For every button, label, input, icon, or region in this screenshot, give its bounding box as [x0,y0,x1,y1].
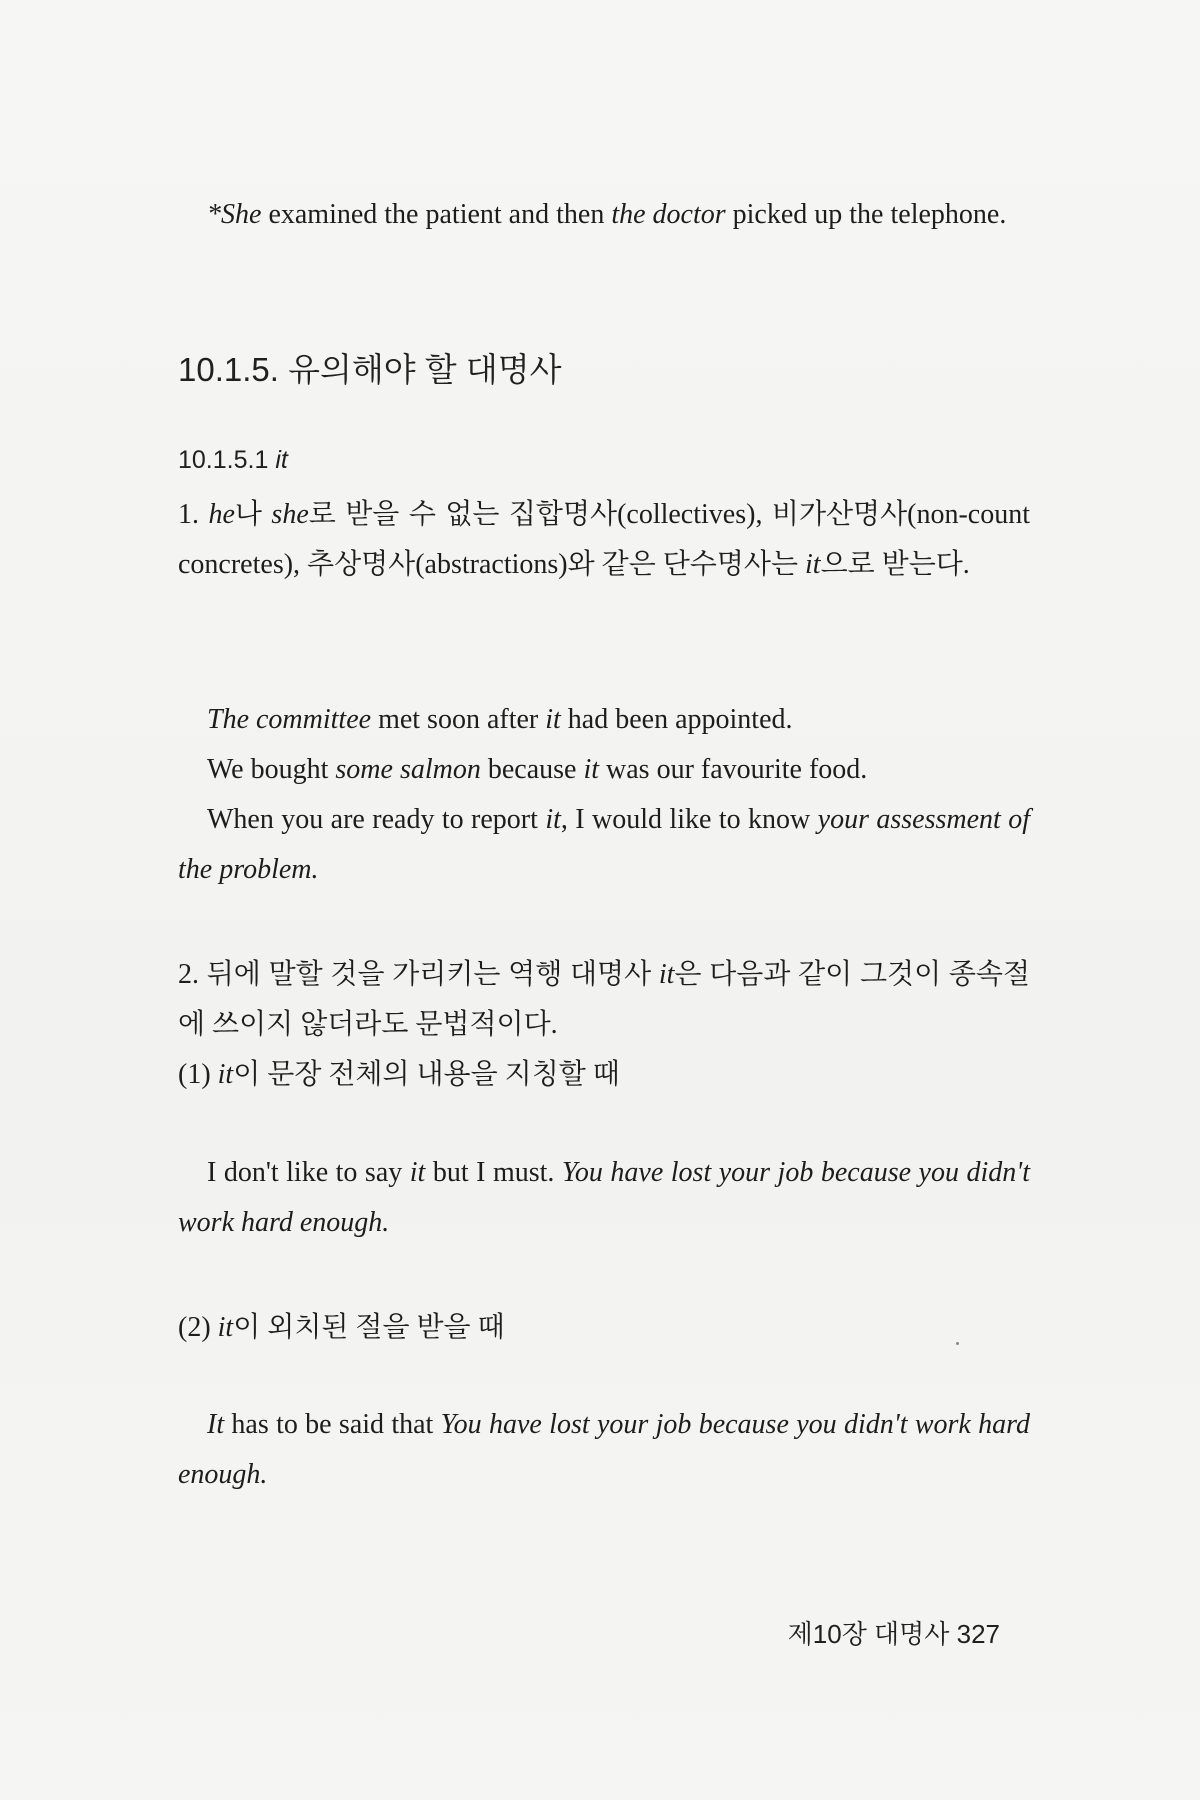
subsection-heading: 10.1.5.1 it [178,446,288,474]
rule-1-paragraph: 1. he나 she로 받을 수 없는 집합명사(collectives), 비가산명사(non-count concretes), 추상명사(abstractions)와 같은 단수명사는 it으로 받는다. [178,499,1030,580]
example-has-to-be-said: It has to be said that You have lost your job because you didn't work hard enough. [178,1409,1030,1490]
section-heading: 10.1.5. 유의해야 할 대명사 [178,351,562,388]
example-committee: The committee met soon after it had been appointed. [207,704,793,735]
speck-mark [956,1342,959,1345]
example-paragraph-she: *She examined the patient and then the doctor picked up the telephone. [207,199,1007,230]
rule-2-paragraph: 2. 뒤에 말할 것을 가리키는 역행 대명사 it은 다음과 같이 그것이 종속절에 쓰이지 않더라도 문법적이다. [178,959,1031,1040]
case-2-heading: (2) it이 외치된 절을 받을 때 [178,1312,505,1343]
example-report: When you are ready to report it, I would like to know your assessment of the problem. [178,804,1031,885]
case-1-heading: (1) it이 문장 전체의 내용을 지칭할 때 [178,1059,620,1090]
page-footer: 제10장 대명사 327 [787,1619,1000,1649]
example-salmon: We bought some salmon because it was our favourite food. [207,754,868,785]
example-dont-like: I don't like to say it but I must. You have lost your job because you didn't work hard enough. [178,1157,1030,1238]
